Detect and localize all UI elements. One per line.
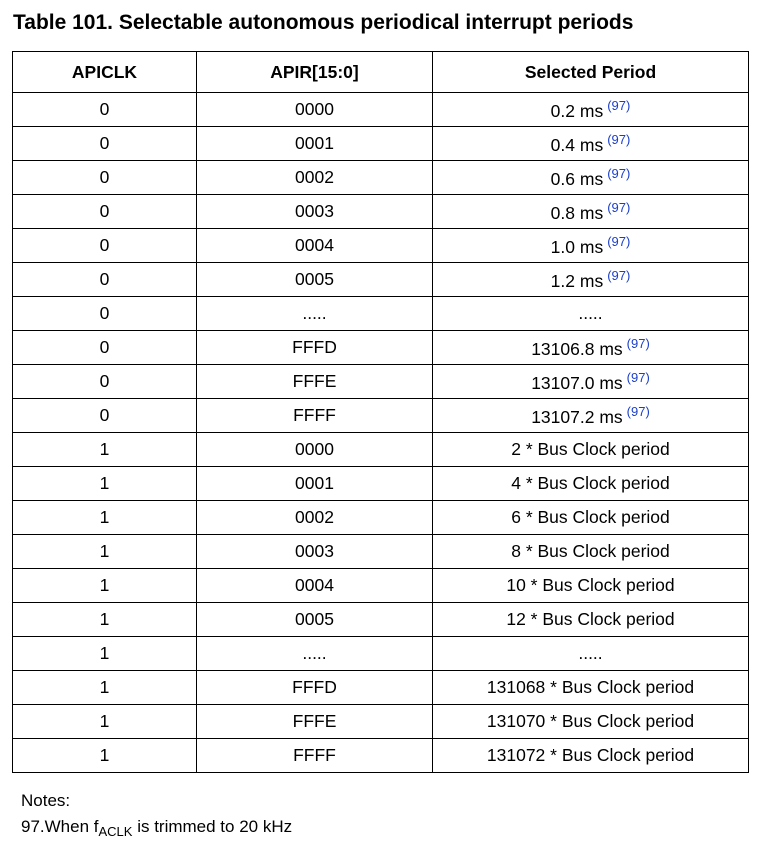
table-row — [13, 739, 749, 773]
cell-apiclk: 0 — [13, 93, 197, 127]
note-97 — [21, 814, 292, 845]
header-apir: APIR[15:0] — [197, 52, 433, 93]
cell-selected-period — [433, 399, 749, 433]
period-value: 131070 * Bus Clock period — [486, 711, 695, 731]
period-value: 1.0 ms — [550, 236, 604, 257]
footnote-ref-link[interactable]: (97) — [626, 335, 650, 351]
cell-apiclk: 1 — [13, 433, 197, 467]
cell-apiclk: 1 — [13, 671, 197, 705]
cell-apiclk: 0 — [13, 331, 197, 365]
table-row — [13, 603, 749, 637]
footnote-ref-link[interactable]: (97) — [607, 97, 631, 113]
header-apiclk: APICLK — [13, 52, 197, 93]
cell-apir: FFFD — [197, 331, 433, 365]
notes — [21, 788, 292, 845]
cell-selected-period — [433, 739, 749, 773]
cell-apiclk: 1 — [13, 637, 197, 671]
note-97-subscript: ACLK — [98, 824, 133, 839]
cell-apir: 0000 — [197, 93, 433, 127]
footnote-ref-link[interactable]: (97) — [607, 131, 631, 147]
cell-apir: FFFF — [197, 739, 433, 773]
notes-heading: Notes: — [21, 791, 71, 810]
cell-selected-period — [433, 331, 749, 365]
table-body — [13, 93, 749, 773]
cell-apir: 0004 — [197, 229, 433, 263]
cell-selected-period — [433, 433, 749, 467]
period-value: 13107.0 ms — [531, 372, 623, 393]
cell-apiclk: 0 — [13, 399, 197, 433]
footnote-ref-link[interactable]: (97) — [626, 369, 650, 385]
cell-apiclk: 1 — [13, 603, 197, 637]
cell-apir: 0001 — [197, 467, 433, 501]
cell-selected-period — [433, 569, 749, 603]
note-97-suffix: is trimmed to 20 kHz — [132, 817, 293, 836]
cell-selected-period — [433, 229, 749, 263]
cell-selected-period — [433, 297, 749, 331]
cell-apiclk: 0 — [13, 365, 197, 399]
cell-selected-period — [433, 603, 749, 637]
footnote-ref-link[interactable]: (97) — [607, 233, 631, 249]
cell-apiclk: 0 — [13, 127, 197, 161]
table-title: Table 101. Selectable autonomous periodical interrupt periods — [13, 11, 634, 34]
period-value: 13107.2 ms — [531, 406, 623, 427]
table-row — [13, 331, 749, 365]
cell-apir: 0002 — [197, 161, 433, 195]
table-row — [13, 433, 749, 467]
cell-selected-period — [433, 467, 749, 501]
cell-apir: 0005 — [197, 603, 433, 637]
period-value: 0.8 ms — [550, 202, 604, 223]
footnote-ref-link[interactable]: (97) — [607, 199, 631, 215]
cell-apir: 0003 — [197, 535, 433, 569]
table-row — [13, 365, 749, 399]
cell-selected-period — [433, 263, 749, 297]
table-row — [13, 263, 749, 297]
cell-selected-period — [433, 93, 749, 127]
cell-apir: ..... — [197, 637, 433, 671]
cell-selected-period — [433, 501, 749, 535]
table-row — [13, 161, 749, 195]
header-selected-period: Selected Period — [433, 52, 749, 93]
table-row — [13, 705, 749, 739]
cell-apiclk: 1 — [13, 705, 197, 739]
table-row — [13, 671, 749, 705]
table-row — [13, 637, 749, 671]
footnote-ref-link[interactable]: (97) — [607, 165, 631, 181]
table-row — [13, 467, 749, 501]
period-value: 2 * Bus Clock period — [511, 439, 670, 459]
cell-apir: 0002 — [197, 501, 433, 535]
period-value: 6 * Bus Clock period — [511, 507, 670, 527]
cell-apir: 0005 — [197, 263, 433, 297]
table-header-row — [13, 52, 749, 93]
table-row — [13, 93, 749, 127]
cell-apiclk: 0 — [13, 229, 197, 263]
cell-apir: FFFE — [197, 365, 433, 399]
period-value: 0.4 ms — [550, 134, 604, 155]
cell-selected-period — [433, 161, 749, 195]
note-97-prefix: 97.When f — [21, 817, 99, 836]
footnote-ref-link[interactable]: (97) — [607, 267, 631, 283]
cell-apiclk: 0 — [13, 297, 197, 331]
cell-apir: FFFD — [197, 671, 433, 705]
cell-apir: 0000 — [197, 433, 433, 467]
period-value: 0.6 ms — [550, 168, 604, 189]
period-value: ..... — [578, 303, 603, 323]
table-row — [13, 535, 749, 569]
cell-apir: FFFF — [197, 399, 433, 433]
table-row — [13, 229, 749, 263]
period-table — [12, 51, 749, 773]
cell-apiclk: 1 — [13, 467, 197, 501]
cell-apir: ..... — [197, 297, 433, 331]
period-value: 10 * Bus Clock period — [506, 575, 675, 595]
cell-apir: FFFE — [197, 705, 433, 739]
footnote-ref-link[interactable]: (97) — [626, 403, 650, 419]
cell-selected-period — [433, 195, 749, 229]
cell-apir: 0001 — [197, 127, 433, 161]
cell-apir: 0003 — [197, 195, 433, 229]
period-value: 0.2 ms — [550, 100, 604, 121]
table-row — [13, 569, 749, 603]
cell-selected-period — [433, 705, 749, 739]
period-value: 8 * Bus Clock period — [511, 541, 670, 561]
cell-selected-period — [433, 127, 749, 161]
period-value: 131072 * Bus Clock period — [486, 745, 695, 765]
cell-selected-period — [433, 671, 749, 705]
table-row — [13, 399, 749, 433]
cell-apiclk: 1 — [13, 535, 197, 569]
period-value: ..... — [578, 643, 603, 663]
period-value: 13106.8 ms — [531, 338, 623, 359]
period-value: 12 * Bus Clock period — [506, 609, 675, 629]
cell-apiclk: 1 — [13, 569, 197, 603]
cell-selected-period — [433, 637, 749, 671]
period-value: 1.2 ms — [550, 270, 604, 291]
cell-apiclk: 1 — [13, 739, 197, 773]
cell-selected-period — [433, 365, 749, 399]
table-row — [13, 297, 749, 331]
cell-apiclk: 1 — [13, 501, 197, 535]
cell-apiclk: 0 — [13, 195, 197, 229]
cell-apir: 0004 — [197, 569, 433, 603]
cell-apiclk: 0 — [13, 263, 197, 297]
table-row — [13, 127, 749, 161]
period-value: 4 * Bus Clock period — [511, 473, 670, 493]
period-value: 131068 * Bus Clock period — [486, 677, 695, 697]
cell-apiclk: 0 — [13, 161, 197, 195]
table-row — [13, 195, 749, 229]
table-row — [13, 501, 749, 535]
cell-selected-period — [433, 535, 749, 569]
